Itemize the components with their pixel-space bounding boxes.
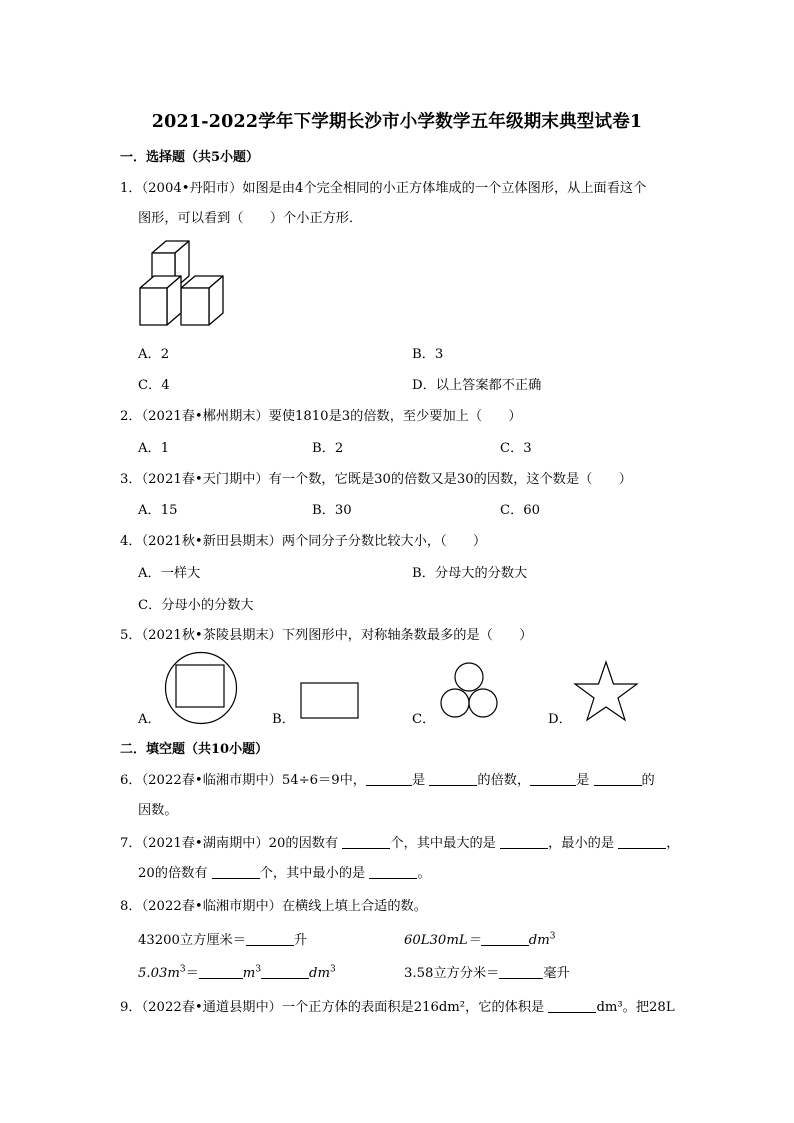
q9-blank-1[interactable] <box>548 998 596 1013</box>
question-3: 3．（2021春•天门期中）有一个数，它既是30的倍数又是30的因数，这个数是（ ） <box>120 472 632 487</box>
three-circles-figure <box>438 662 500 720</box>
q8-blank-2[interactable] <box>481 931 529 946</box>
q2-option-c[interactable]: C．3 <box>500 441 532 456</box>
stacked-cubes-figure <box>130 238 230 330</box>
question-8: 8．（2022春•临湘市期中）在横线上填上合适的数。 <box>120 899 427 914</box>
question-1-line-1: 1．（2004•丹阳市）如图是由4个完全相同的小正方体堆成的一个立体图形，从上面看这个 <box>120 181 647 196</box>
question-2: 2．（2021春•郴州期末）要使1810是3的倍数，至少要加上（ ） <box>120 409 522 424</box>
q7-blank-5[interactable] <box>369 864 417 879</box>
circle-with-square-figure <box>164 651 238 725</box>
section-heading-choice: 一．选择题（共5小题） <box>120 150 260 165</box>
q1-option-a[interactable]: A．2 <box>138 347 170 362</box>
q6-blank-2[interactable] <box>429 771 477 786</box>
q8-item-2: $60L30mL= dm^3$ <box>404 931 556 948</box>
question-5: 5．（2021秋•茶陵县期末）下列图形中，对称轴条数最多的是（ ） <box>120 628 533 643</box>
q7-blank-3[interactable] <box>618 834 666 849</box>
five-pointed-star-figure <box>574 660 638 722</box>
q8-item-4: 3.58立方分米＝ 毫升 <box>404 966 570 981</box>
q5-option-a[interactable]: A． <box>138 712 161 727</box>
q3-option-a[interactable]: A．15 <box>138 503 178 518</box>
q4-option-c[interactable]: C．分母小的分数大 <box>138 598 254 613</box>
question-9-line-1: 9．（2022春•通道县期中）一个正方体的表面积是216dm²，它的体积是 dm³。把28L <box>120 1000 675 1015</box>
q7-blank-4[interactable] <box>212 864 260 879</box>
q8-blank-1[interactable] <box>246 931 294 946</box>
q7-blank-1[interactable] <box>342 834 390 849</box>
q6-blank-4[interactable] <box>594 771 642 786</box>
q2-option-b[interactable]: B．2 <box>312 441 344 456</box>
q7-blank-2[interactable] <box>500 834 548 849</box>
q3-option-c[interactable]: C．60 <box>500 503 541 518</box>
question-7-line-2: 20的倍数有 个，其中最小的是 。 <box>138 866 431 881</box>
question-1-line-2: 图形，可以看到（ ）个小正方形． <box>138 211 363 226</box>
section-heading-fill: 二．填空题（共10小题） <box>120 742 269 757</box>
q5-option-c[interactable]: C． <box>412 712 436 727</box>
q4-option-a[interactable]: A．一样大 <box>138 566 201 581</box>
rectangle-figure <box>300 682 360 720</box>
q8-blank-4[interactable] <box>261 964 309 979</box>
q6-blank-3[interactable] <box>530 771 576 786</box>
question-4: 4．（2021秋•新田县期末）两个同分子分数比较大小，（ ） <box>120 534 487 549</box>
q4-option-b[interactable]: B．分母大的分数大 <box>412 566 528 581</box>
q6-blank-1[interactable] <box>366 771 412 786</box>
q8-blank-3[interactable] <box>199 964 243 979</box>
q1-option-b[interactable]: B．3 <box>412 347 444 362</box>
q5-option-d[interactable]: D． <box>548 712 572 727</box>
question-6-line-2: 因数。 <box>138 803 178 818</box>
q8-item-1: 43200立方厘米＝ 升 <box>138 933 308 948</box>
q8-item-3: $5.03m^3= m^3$ $dm^3$ <box>138 964 336 981</box>
q5-option-b[interactable]: B． <box>272 712 295 727</box>
q2-option-a[interactable]: A．1 <box>138 441 170 456</box>
q1-option-d[interactable]: D．以上答案都不正确 <box>412 378 542 393</box>
q8-blank-5[interactable] <box>499 964 543 979</box>
question-7-line-1: 7．（2021春•湖南期中）20的因数有 个，其中最大的是 ，最小的是 ， <box>120 836 680 851</box>
q1-option-c[interactable]: C．4 <box>138 378 170 393</box>
question-6-line-1: 6．（2022春•临湘市期中）54÷6＝9中， 是 的倍数， 是 的 <box>120 773 655 788</box>
exam-title: 2021-2022学年下学期长沙市小学数学五年级期末典型试卷1 <box>151 112 643 132</box>
q3-option-b[interactable]: B．30 <box>312 503 352 518</box>
